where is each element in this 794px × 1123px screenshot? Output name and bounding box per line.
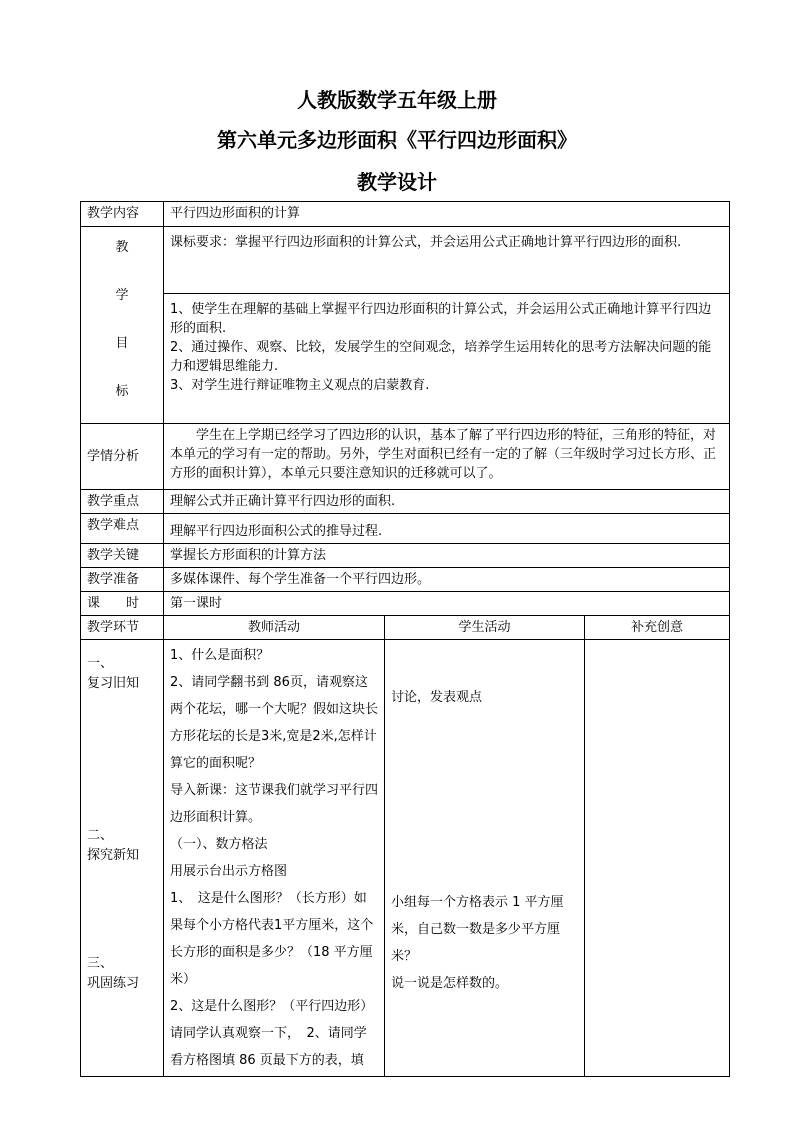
- header-stage: 教学环节: [81, 616, 164, 640]
- teacher-line: （一）、数方格法: [170, 837, 268, 852]
- stage-name: 巩固练习: [87, 976, 140, 991]
- teacher-line: 2、请同学翻书到 86页，请观察这两个花坛，哪一个大呢？假如这块长方形花坛的长是3米,宽是2米,怎样计算它的面积呢？: [170, 675, 379, 771]
- stage-number: 三、: [87, 956, 114, 971]
- key-value: 掌握长方形面积的计算方法: [164, 544, 730, 568]
- goal-item: 1、使学生在理解的基础上掌握平行四边形面积的计算公式，并会运用公式正确地计算平行四边形的面积.: [170, 302, 712, 337]
- prep-label: 教学准备: [81, 568, 164, 592]
- period-label: 课 时: [81, 592, 164, 616]
- analysis-label: 学情分析: [81, 424, 164, 490]
- teacher-line: 导入新课：这节课我们就学习平行四边形面积计算。: [170, 783, 379, 825]
- doc-subtitle: 第六单元多边形面积《平行四边形面积》: [217, 128, 577, 152]
- stage-number: 一、: [87, 656, 114, 671]
- teacher-line: 用展示台出示方格图: [170, 864, 288, 879]
- doc-heading: 教学设计: [357, 170, 437, 194]
- stage-name: 复习旧知: [87, 676, 140, 691]
- extra-ideas: [585, 640, 730, 1077]
- lesson-plan-table: [80, 201, 730, 1077]
- goals-label-char: 目: [115, 336, 129, 351]
- doc-title: 人教版数学五年级上册: [297, 88, 497, 112]
- focus-label: 教学重点: [81, 490, 164, 514]
- student-line: 小组每一个方格表示 1 平方厘米，自己数一数是多少平方厘米？: [391, 895, 564, 964]
- header-extra: 补充创意: [585, 616, 730, 640]
- goals-label-char: 学: [115, 288, 129, 303]
- goals-label-char: 标: [115, 384, 129, 399]
- prep-value: 多媒体课件、每个学生准备一个平行四边形。: [164, 568, 730, 592]
- content-label: 教学内容: [81, 202, 164, 227]
- student-activity: [385, 640, 585, 1077]
- stage-number: 二、: [87, 828, 114, 843]
- header-student: 学生活动: [385, 616, 585, 640]
- content-value: 平行四边形面积的计算: [164, 202, 730, 227]
- difficulty-label: 教学难点: [81, 514, 164, 544]
- header-teacher: 教师活动: [164, 616, 385, 640]
- student-line: 说一说是怎样数的。: [391, 976, 509, 991]
- difficulty-value: 理解平行四边形面积公式的推导过程.: [164, 514, 730, 544]
- teacher-line: 1、什么是面积？: [170, 648, 270, 663]
- teacher-line: 2、这是什么图形？（平行四边形）请同学认真观察一下， 2、请同学看方格图填 86 页最下方的表，填: [170, 999, 374, 1068]
- teacher-line: 1、 这是什么图形？（长方形）如果每个小方格代表1平方厘米，这个长方形的面积是多少？（18 平方厘米）: [170, 891, 374, 987]
- stage-column: [81, 640, 164, 1077]
- analysis-value: 学生在上学期已经学习了四边形的认识，基本了解了平行四边形的特征，三角形的特征，对本单元的学习有一定的帮助。另外，学生对面积已经有一定的了解（三年级时学习过长方形、正方形的面积计算），本单元只要注意知识的迁移就可以了。: [164, 424, 730, 490]
- goal-item: 2、通过操作、观察、比较，发展学生的空间观念，培养学生运用转化的思考方法解决问题的能力和逻辑思维能力.: [170, 340, 712, 375]
- goals-label-char: 教: [115, 240, 129, 255]
- goals-label: [81, 227, 164, 424]
- goals-list: [164, 294, 730, 424]
- period-value: 第一课时: [164, 592, 730, 616]
- student-line: 讨论，发表观点: [391, 690, 483, 705]
- goal-item: 3、对学生进行辩证唯物主义观点的启蒙教育.: [170, 378, 430, 394]
- teacher-activity: [164, 640, 385, 1077]
- stage-name: 探究新知: [87, 848, 140, 863]
- key-label: 教学关键: [81, 544, 164, 568]
- focus-value: 理解公式并正确计算平行四边形的面积.: [164, 490, 730, 514]
- curriculum-requirement: 课标要求：掌握平行四边形面积的计算公式，并会运用公式正确地计算平行四边形的面积.: [164, 227, 730, 294]
